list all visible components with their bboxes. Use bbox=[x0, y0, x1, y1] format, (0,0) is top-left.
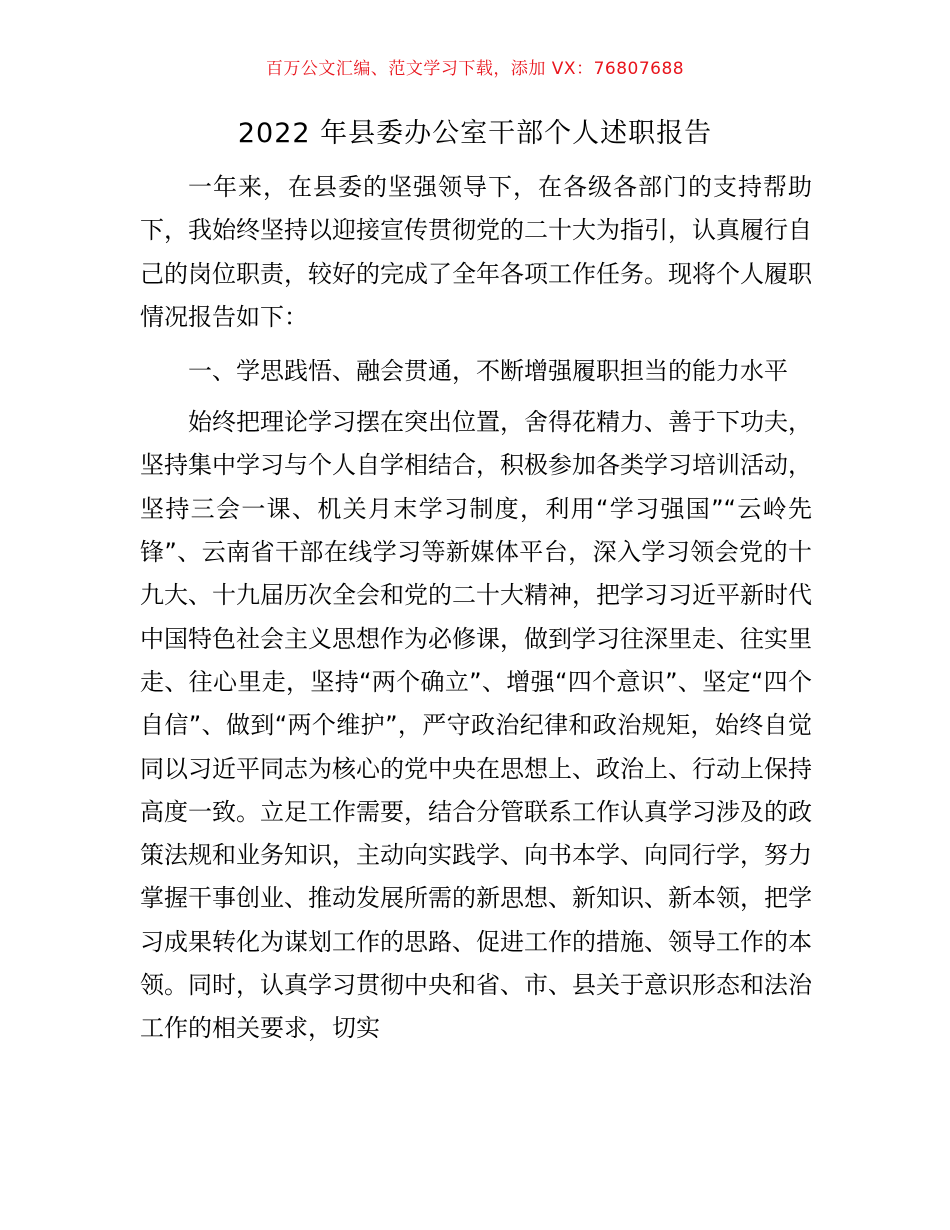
section-heading: 一、学思践悟、融会贯通，不断增强履职担当的能力水平 bbox=[188, 357, 788, 386]
section-body-paragraph: 始终把理论学习摆在突出位置，舍得花精力、善于下功夫，坚持集中学习与个人自学相结合，积极参加各类学习培训活动，坚持三会一课、机关月末学习制度，利用“学习强国”“云岭先锋”、云南省干部在线学习等新媒体平台，深入学习领会党的十九大、十九届历次全会和党的二十大精神，把学习习近平新时代中国特色社会主义思想作为必修课，做到学习往深里走、往实里走、往心里走，坚持“两个确立”、增强“四个意识”、坚定“四个自信”、做到“两个维护”，严守政治纪律和政治规矩，始终自觉同以习近平同志为核心的党中央在思想上、政治上、行动上保持高度一致。立足工作需要，结合分管联系工作认真学习涉及的政策法规和业务知识，主动向实践学、向书本学、向同行学，努力掌握干事创业、推动发展所需的新思想、新知识、新本领，把学习成果转化为谋划工作的思路、促进工作的措施、领导工作的本领。同时，认真学习贯彻中央和省、市、县关于意识形态和法治工作的相关要求，切实 bbox=[140, 408, 812, 1043]
header-watermark: 百万公文汇编、范文学习下载，添加 VX：76807688 bbox=[265, 59, 685, 79]
document-body bbox=[140, 166, 812, 1051]
intro-paragraph: 一年来，在县委的坚强领导下，在各级各部门的支持帮助下，我始终坚持以迎接宣传贯彻党的二十大为指引，认真履行自己的岗位职责，较好的完成了全年各项工作任务。现将个人履职情况报告如下： bbox=[140, 173, 812, 331]
document-title: 2022 年县委办公室干部个人述职报告 bbox=[237, 118, 713, 149]
